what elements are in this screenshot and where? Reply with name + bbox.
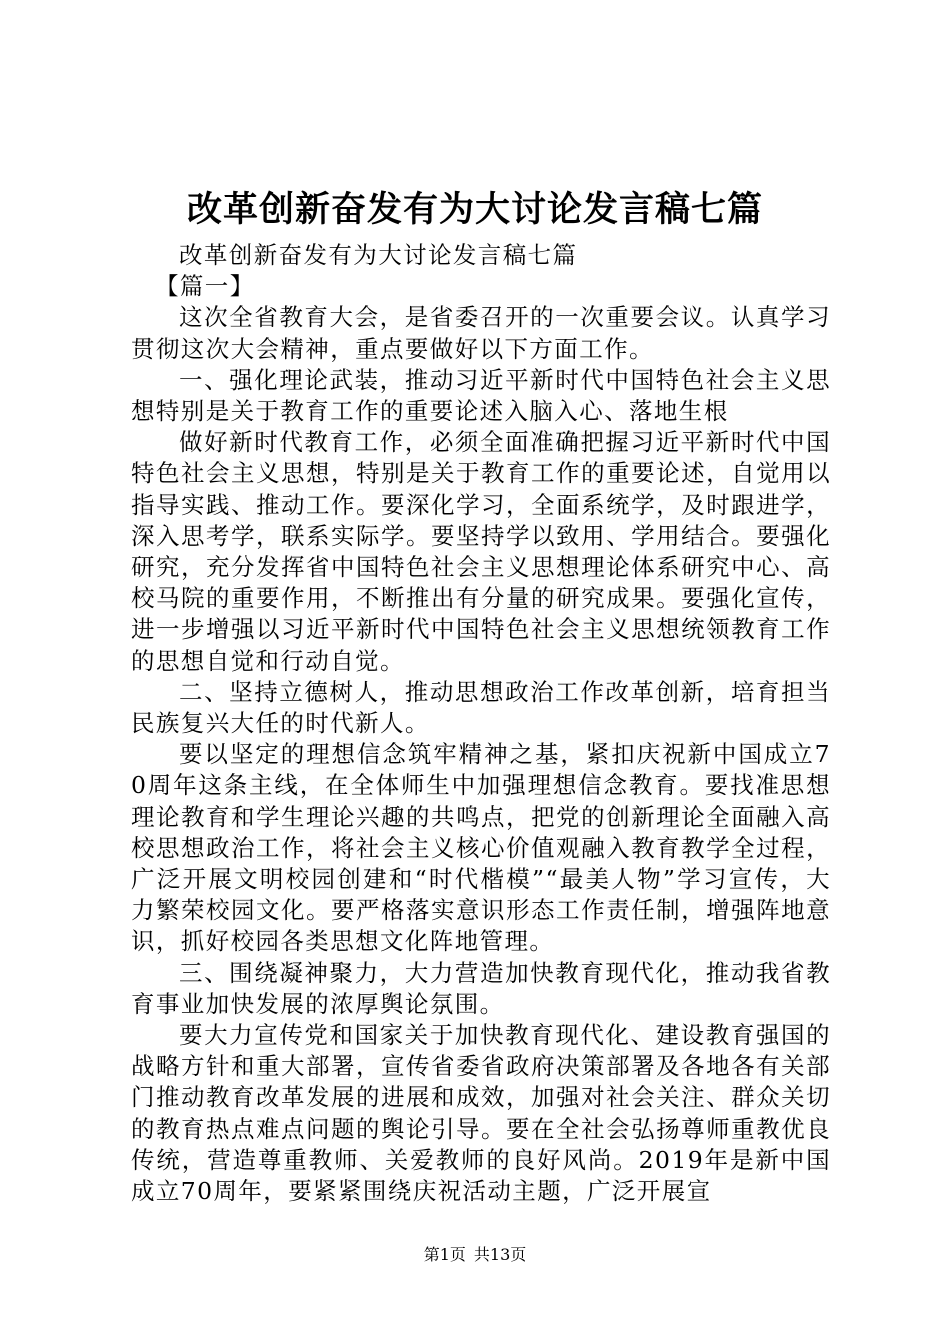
page-number: 第1页 <box>423 1245 466 1264</box>
body-paragraph: 要以坚定的理想信念筑牢精神之基，紧扣庆祝新中国成立70周年这条主线，在全体师生中加强理想信念教育。要找准思想理论教育和学生理论兴趣的共鸣点，把党的创新理论全面融入高校思想政治工作，将社会主义核心价值观融入教育教学全过程，广泛开展文明校园创建和“时代楷模”“最美人物”学习宣传，大力繁荣校园文化。要严格落实意识形态工作责任制，增强阵地意识，抓好校园各类思想文化阵地管理。 <box>131 740 831 956</box>
body-paragraph: 做好新时代教育工作，必须全面准确把握习近平新时代中国特色社会主义思想，特别是关于教育工作的重要论述，自觉用以指导实践、推动工作。要深化学习，全面系统学，及时跟进学，深入思考学，联系实际学。要坚持学以致用、学用结合。要强化研究，充分发挥省中国特色社会主义思想理论体系研究中心、高校马院的重要作用，不断推出有分量的研究成果。要强化宣传，进一步增强以习近平新时代中国特色社会主义思想统领教育工作的思想自觉和行动自觉。 <box>131 428 831 675</box>
document-body <box>131 240 831 1207</box>
subtitle-paragraph: 改革创新奋发有为大讨论发言稿七篇 <box>179 241 578 269</box>
body-paragraph: 三、围绕凝神聚力，大力营造加快教育现代化，推动我省教育事业加快发展的浓厚舆论氛围。 <box>131 958 831 1018</box>
page-footer <box>0 1244 950 1266</box>
body-paragraph: 要大力宣传党和国家关于加快教育现代化、建设教育强国的战略方针和重大部署，宣传省委省政府决策部署及各地各有关部门推动教育改革发展的进展和成效，加强对社会关注、群众关切的教育热点难点问题的舆论引导。要在全社会弘扬尊师重教优良传统，营造尊重教师、关爱教师的良好风尚。2019年是新中国成立70周年，要紧紧围绕庆祝活动主题，广泛开展宣 <box>131 1021 831 1206</box>
body-paragraph: 二、坚持立德树人，推动思想政治工作改革创新，培育担当民族复兴大任的时代新人。 <box>131 677 831 738</box>
page-total: 共13页 <box>473 1245 527 1264</box>
body-paragraph: 这次全省教育大会，是省委召开的一次重要会议。认真学习贯彻这次大会精神，重点要做好以下方面工作。 <box>131 303 831 363</box>
section-heading: 【篇一】 <box>155 272 255 301</box>
body-paragraph: 一、强化理论武装，推动习近平新时代中国特色社会主义思想特别是关于教育工作的重要论述入脑入心、落地生根 <box>131 365 831 426</box>
document-title: 改革创新奋发有为大讨论发言稿七篇 <box>186 189 763 230</box>
